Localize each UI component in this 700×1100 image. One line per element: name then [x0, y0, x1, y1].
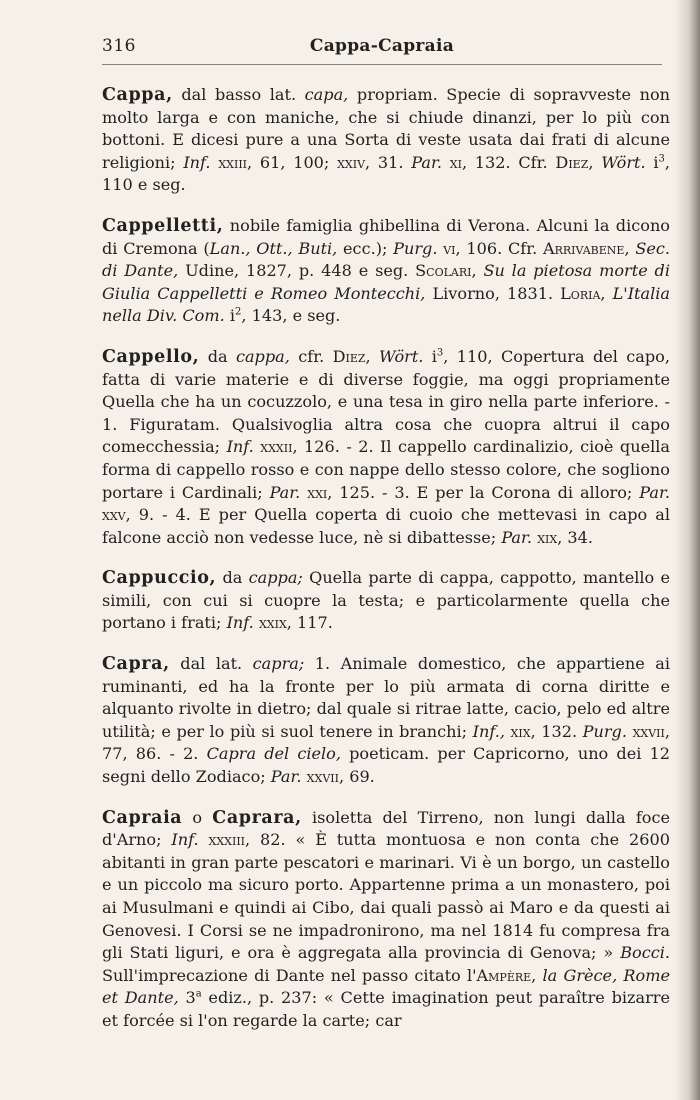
entry-text: capa, [304, 85, 349, 104]
dictionary-entry [102, 84, 670, 197]
entry-text: cappa; [248, 568, 303, 588]
dictionary-entry [102, 346, 670, 549]
entry-text: Livorno, 1831. [425, 283, 561, 303]
entry-text: la Grèce, Rome et Dante, [102, 965, 671, 1008]
entry-text: propriam. Specie di sopravveste non molto larga e con maniche, che si chiude dinanzi, per lo più con bottoni. E dicesi pure a una Sorta di veste usata dai frati di alcune religioni; [102, 85, 671, 172]
entry-text: , 126. - 2. Il cappello cardinalizio, cioè quella forma di cappello rosso e con nappe dello stesso colore, che sogliono portare i Cardinali; [102, 437, 671, 502]
entry-text: Par. [639, 482, 671, 502]
entry-text: , [471, 261, 484, 281]
entry-text: xix [510, 721, 531, 741]
entry-text: Bocci. [620, 943, 670, 963]
entry-text: da [216, 568, 249, 588]
dictionary-entry [102, 215, 670, 328]
entry-text: , [531, 965, 543, 985]
entry-text: vi [443, 238, 456, 258]
entry-text: , 77, 86. - 2. [102, 721, 670, 764]
entry-text: ecc.); [337, 238, 394, 258]
entry-text: Su la pietosa morte di Giulia Cappelletti e Romeo Montecchi, [102, 261, 671, 303]
superscript-text: 3 [658, 153, 665, 165]
dictionary-entries [102, 84, 670, 1051]
entry-text: capra; [252, 654, 305, 674]
entry-text: Lan., Ott., Buti, [209, 238, 338, 258]
superscript-text: 2 [235, 306, 242, 318]
dictionary-entry [102, 567, 670, 635]
entry-text: Inf. [226, 613, 254, 633]
entry-text: xi [449, 152, 462, 172]
entry-text: poeticam. per Capricorno, uno dei 12 segni dello Zodiaco; [102, 744, 670, 787]
entry-text: xxvii [306, 767, 339, 787]
entry-headword: Cappello, [102, 346, 200, 367]
entry-text: Capra del cielo, [206, 744, 341, 764]
entry-text: xix [537, 527, 558, 547]
entry-text: xxix [258, 613, 287, 633]
entry-text: i [224, 306, 236, 326]
entry-text: xxxiii [208, 830, 246, 850]
entry-text: xxvii [632, 721, 665, 741]
entry-text: o [182, 807, 213, 827]
entry-text: xxi [307, 482, 328, 502]
entry-text: Inf. [183, 152, 211, 172]
entry-text: , 110 e seg. [102, 152, 671, 195]
entry-text: Quella parte di cappa, cappotto, mantello e simili, con cui si cuopre la testa; e particolarmente quella che portano i frati; [102, 568, 670, 633]
entry-text: Ampère [476, 965, 532, 985]
header-rule [102, 64, 662, 65]
entry-headword: Capra, [102, 654, 170, 675]
entry-text: , [365, 346, 379, 366]
entry-text: cappa, [235, 346, 290, 366]
superscript-text: 3 [436, 347, 444, 359]
entry-headword: Capraia [102, 807, 183, 828]
entry-text: dal lat. [169, 654, 253, 674]
entry-text: Sull'imprecazione di Dante nel passo citato l' [102, 965, 477, 985]
entry-text: , 143, e seg. [241, 306, 341, 326]
entry-body [102, 347, 670, 547]
entry-text: Purg. [393, 238, 438, 258]
page-number: 316 [102, 36, 136, 56]
entry-headword: Cappuccio, [102, 568, 217, 589]
page-edge-shadow [674, 0, 700, 1100]
running-title: Cappa-Capraia [309, 36, 455, 56]
entry-text: , 61, 100; [247, 152, 338, 172]
entry-text: 3 [178, 988, 196, 1008]
entry-text: Par. [501, 527, 533, 547]
entry-text: Scolari [415, 261, 472, 281]
entry-body [102, 808, 670, 1030]
entry-text: Arrivabene [543, 238, 625, 258]
entry-text: , [624, 238, 636, 258]
entry-text: 1. Animale domestico, che appartiene ai ruminanti, ed ha la fronte per lo più armata di corna diritte e alquanto rivolte in dietro; dal quale si ritrae latte, cacio, pelo ed altre utilità; e per lo più si suol tenere in branchi; [102, 654, 671, 741]
entry-text: , 34. [557, 527, 594, 547]
entry-text: , [588, 152, 602, 172]
entry-text: , 82. « È tutta montuosa e non conta che 2600 abitanti in gran parte pescatori e marinari. Vi è un borgo, un castello e un piccolo ma sicuro porto. Appartenne prima a un monastero, poi ai Musulmani e quindi ai Cibo, dai quali passò ai Maro e da questi ai Genovesi. I Corsi se ne impadronirono, ma nel 1814 fu compresa fra gli Stati liguri, e ora è aggregata alla provincia di Genova; » [102, 830, 670, 963]
entry-headword-variant: Caprara, [212, 807, 302, 828]
entry-text: , 125. - 3. E per la Corona di alloro; [327, 482, 640, 502]
entry-text: xxxii [260, 437, 293, 457]
entry-body [102, 654, 670, 786]
entry-text: xxiv [337, 152, 366, 172]
entry-text: , 132. Cfr. [461, 152, 556, 172]
entry-text: Par. [269, 482, 301, 502]
entry-text: Purg. [582, 721, 627, 741]
entry-text: xxv [102, 505, 126, 525]
entry-text: ediz., p. 237: « Cette imagination peut paraître bizarre et forcée si l'on regarde la carte; car [102, 988, 671, 1030]
entry-text: i [423, 346, 437, 366]
entry-text [199, 830, 209, 849]
entry-text: , [600, 283, 613, 303]
entry-text: xxiii [218, 152, 248, 172]
entry-text: Par. [411, 152, 442, 172]
entry-text [442, 153, 450, 172]
dictionary-entry [102, 653, 670, 789]
entry-text: , 106. Cfr. [455, 238, 543, 258]
entry-headword: Cappa, [102, 85, 173, 105]
entry-text: Inf., [472, 721, 505, 741]
entry-text: , 69. [338, 767, 375, 787]
entry-text: Wört. [601, 152, 646, 172]
entry-text: Loria [560, 283, 601, 303]
entry-text: , 117. [286, 613, 333, 633]
entry-text: Sec. di Dante, [102, 238, 670, 281]
entry-body [102, 85, 670, 194]
entry-text: , 31. [365, 152, 412, 172]
entry-text: i [645, 152, 659, 172]
entry-text: Diez [332, 346, 366, 366]
dictionary-entry [102, 807, 670, 1033]
entry-text: , 132. [530, 721, 583, 741]
entry-headword: Cappelletti, [102, 215, 224, 236]
entry-text: Inf. [226, 437, 254, 457]
entry-text: Par. [270, 767, 302, 787]
entry-text: cfr. [289, 346, 333, 366]
entry-text: , 9. - 4. E per Quella coperta di cuoio che mettevasi in capo al falcone acciò non vedesse luce, nè si dibattesse; [102, 505, 670, 547]
entry-text: da [199, 346, 236, 366]
entry-text: dal basso lat. [172, 85, 305, 104]
entry-text: L'Italia nella Div. Com. [102, 283, 670, 326]
entry-text: Inf. [171, 830, 199, 850]
entry-text: , 110, Copertura del capo, fatta di varie materie e di diverse foggie, ma oggi propriamente Quella che ha un cocuzzolo, e una tesa in giro nella parte inferiore. - 1. Figuratam. Qualsivoglia altra cosa che cuopra altrui il capo comecchessia; [102, 346, 670, 457]
entry-text: isoletta del Tirreno, non lungi dalla foce d'Arno; [102, 807, 670, 850]
entry-text: nobile famiglia ghibellina di Verona. Alcuni la dicono di Cremona ( [102, 215, 670, 258]
superscript-text: a [195, 989, 202, 1001]
entry-text: Wört. [379, 346, 424, 366]
entry-text: Udine, 1827, p. 448 e seg. [178, 261, 416, 281]
page-header [102, 36, 662, 60]
entry-text: Diez [555, 152, 589, 172]
